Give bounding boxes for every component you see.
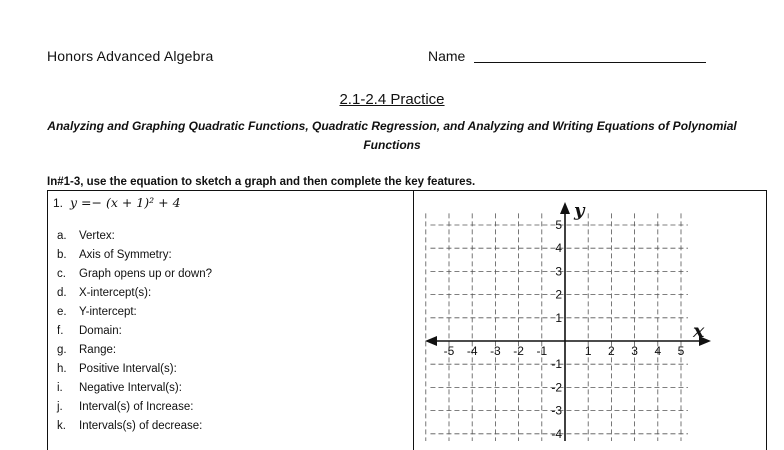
x-tick-label: 4 <box>654 344 662 358</box>
question-list <box>57 230 212 439</box>
question-item[interactable] <box>57 420 212 439</box>
question-letter: h. <box>57 363 67 375</box>
question-item[interactable] <box>57 268 212 287</box>
y-axis-label: y <box>574 200 585 221</box>
y-tick-label: -4 <box>551 426 562 441</box>
x-tick-label: 3 <box>631 344 638 358</box>
question-text: Interval(s) of Increase: <box>79 401 194 413</box>
x-tick-label: -5 <box>443 344 455 358</box>
question-item[interactable] <box>57 249 212 268</box>
y-tick-label: 4 <box>555 241 562 256</box>
x-axis-label: x <box>693 320 705 342</box>
question-letter: c. <box>57 268 66 280</box>
x-tick-label: 1 <box>584 344 592 358</box>
question-letter: j. <box>57 401 63 413</box>
page-subtitle: Analyzing and Graphing Quadratic Functions, Quadratic Regression, and Analyzing and Writing Equations of Polynomial Functions <box>47 119 737 152</box>
y-tick-label: -3 <box>551 403 562 418</box>
x-tick-label: -3 <box>490 344 501 358</box>
question-item[interactable] <box>57 287 212 306</box>
y-tick-label: -2 <box>551 380 562 395</box>
question-item[interactable] <box>57 306 212 325</box>
coordinate-grid[interactable] <box>415 192 765 441</box>
question-text: Y-intercept: <box>79 306 137 318</box>
course-title: Honors Advanced Algebra <box>47 48 214 64</box>
x-tick-label: -2 <box>513 344 524 358</box>
question-letter: k. <box>57 420 66 432</box>
question-text: Graph opens up or down? <box>79 268 212 280</box>
x-tick-label: -4 <box>466 344 478 358</box>
question-text: Domain: <box>79 325 122 337</box>
question-item[interactable] <box>57 401 212 420</box>
question-item[interactable] <box>57 363 212 382</box>
question-letter: i. <box>57 382 63 394</box>
question-item[interactable] <box>57 230 212 249</box>
question-item[interactable] <box>57 382 212 401</box>
y-tick-label: 1 <box>555 310 562 325</box>
question-text: Range: <box>79 344 117 356</box>
question-item[interactable] <box>57 344 212 363</box>
question-text: Positive Interval(s): <box>79 363 177 375</box>
question-letter: g. <box>57 344 67 356</box>
box-divider <box>413 190 414 450</box>
problem-number: 1. <box>53 196 64 210</box>
problem-equation: y =− (x + 1)² + 4 <box>70 195 181 210</box>
question-text: Vertex: <box>79 230 115 242</box>
y-tick-label: 2 <box>555 287 562 302</box>
question-letter: d. <box>57 287 67 299</box>
x-tick-label: 5 <box>677 344 685 358</box>
y-tick-label: -1 <box>551 357 562 372</box>
name-label: Name <box>428 48 466 64</box>
y-axis-arrow <box>560 202 570 214</box>
page-title: 2.1-2.4 Practice <box>339 91 445 108</box>
question-text: Axis of Symmetry: <box>79 249 172 261</box>
question-text: Negative Interval(s): <box>79 382 182 394</box>
question-item[interactable] <box>57 325 212 344</box>
name-field-line[interactable] <box>474 62 706 63</box>
x-tick-label: -1 <box>536 344 548 358</box>
question-letter: b. <box>57 249 67 261</box>
question-letter: f. <box>57 325 64 337</box>
y-tick-label: 3 <box>555 264 562 279</box>
x-axis-left-arrow <box>425 336 437 346</box>
question-text: X-intercept(s): <box>79 287 152 299</box>
y-tick-label: 5 <box>555 218 562 232</box>
question-letter: a. <box>57 230 67 242</box>
question-text: Intervals(s) of decrease: <box>79 420 203 432</box>
instructions: In#1-3, use the equation to sketch a graph and then complete the key features. <box>47 176 476 188</box>
question-letter: e. <box>57 306 67 318</box>
x-tick-label: 2 <box>608 344 615 358</box>
